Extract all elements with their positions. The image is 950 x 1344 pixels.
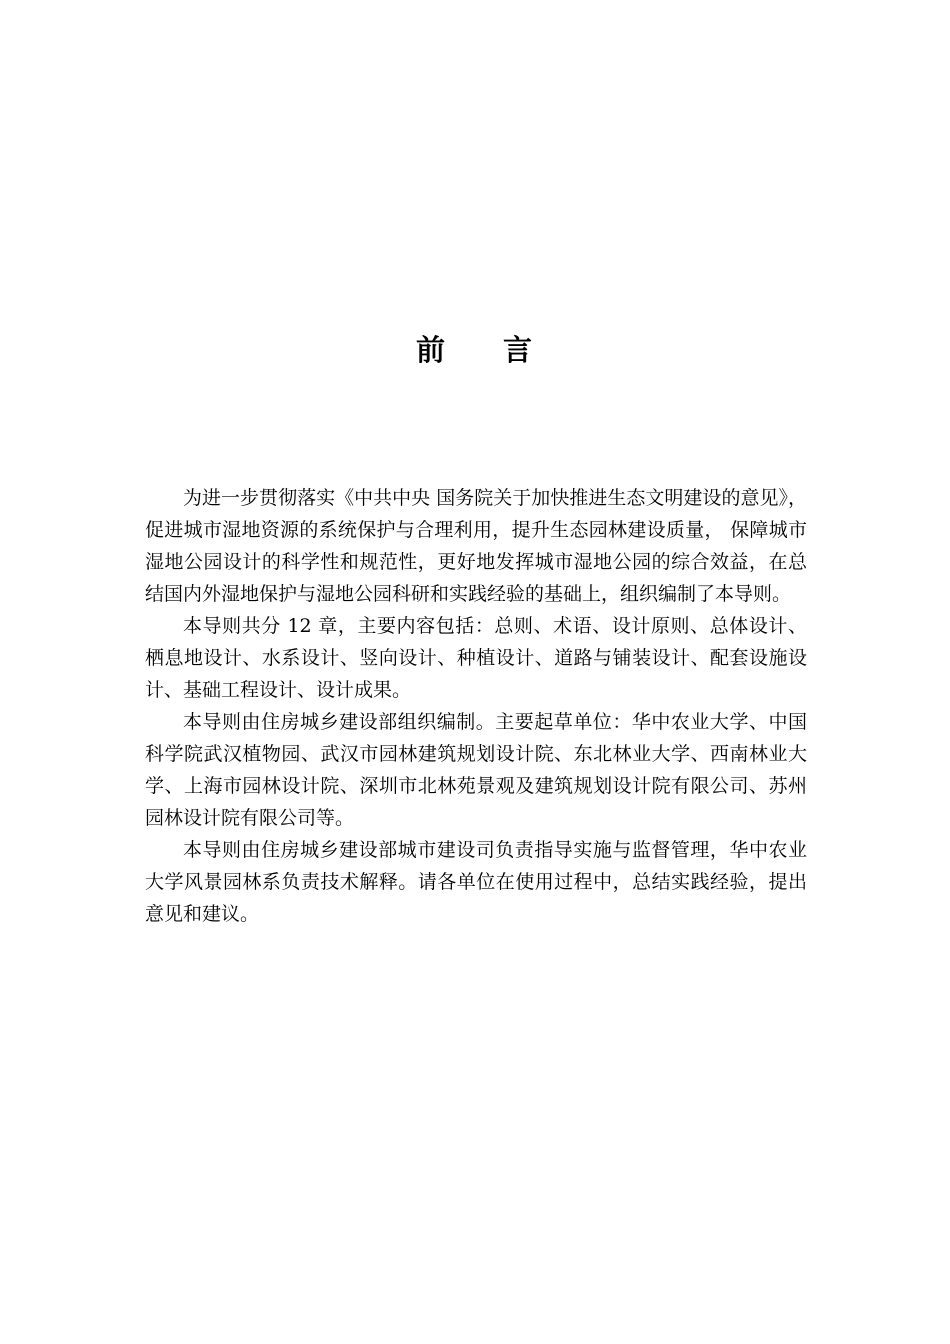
paragraph-1: 为进一步贯彻落实《中共中央 国务院关于加快推进生态文明建设的意见》，促进城市湿地资源的系统保护与合理利用，提升生态园林建设质量， 保障城市湿地公园设计的科学性和规范性，更好地发挥城市湿地公园的综合效益，在总结国内外湿地保护与湿地公园科研和实践经验的基础上，组织编制了本导则。 [145, 487, 807, 605]
paragraph-4: 本导则由住房城乡建设部城市建设司负责指导实施与监督管理，华中农业大学风景园林系负责技术解释。请各单位在使用过程中，总结实践经验，提出意见和建议。 [145, 839, 807, 925]
paragraph-3: 本导则由住房城乡建设部组织编制。主要起草单位：华中农业大学、中国科学院武汉植物园、武汉市园林建筑规划设计院、东北林业大学、西南林业大学、上海市园林设计院、深圳市北林苑景观及建筑规划设计院有限公司、苏州园林设计院有限公司等。 [145, 711, 807, 829]
page-title-char-1: 前 [415, 333, 447, 367]
page-title-char-2: 言 [503, 333, 535, 367]
paragraph-2: 本导则共分 12 章，主要内容包括：总则、术语、设计原则、总体设计、栖息地设计、水系设计、竖向设计、种植设计、道路与铺装设计、配套设施设计、基础工程设计、设计成果。 [145, 615, 807, 701]
preface-body [145, 482, 807, 930]
page-title [0, 330, 950, 370]
